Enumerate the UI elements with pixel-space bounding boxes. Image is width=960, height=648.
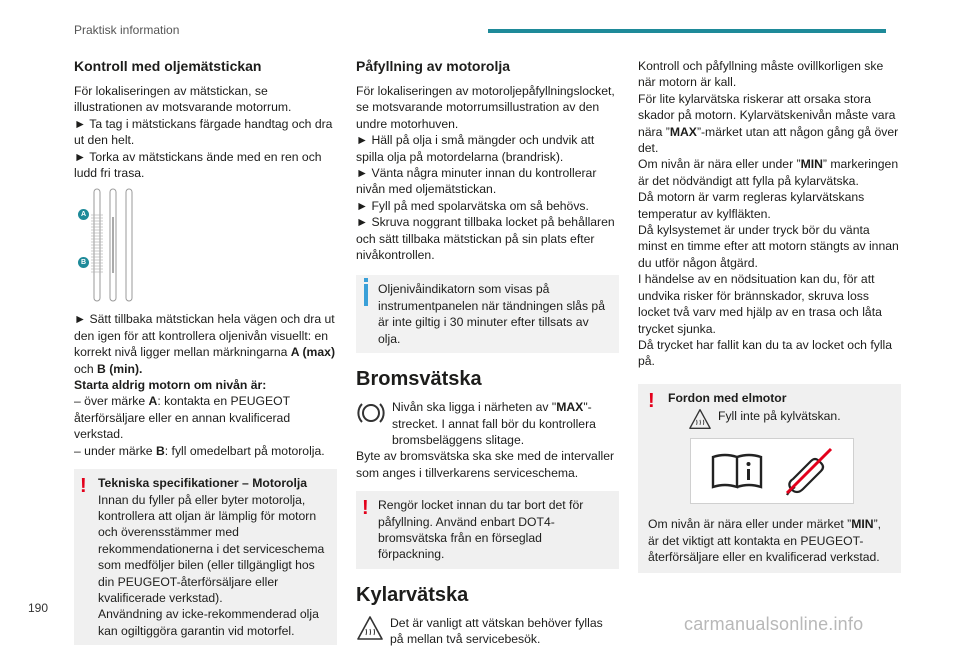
column-coolant <box>638 58 901 573</box>
section-title-brake: Bromsvätska <box>356 368 482 391</box>
column-oil-refill <box>356 58 619 648</box>
dipstick-drawing <box>74 187 194 307</box>
refill-step-1: ► Häll på olja i små mängder och undvik att spilla olja på motordelarna (brandrisk). <box>356 133 595 164</box>
brake-text: Nivån ska ligga i närheten av "MAX"-strecket. I annat fall bör du kontrollera bromsbeläggens slitage. <box>392 400 596 447</box>
oil-spec-note-text-2: Användning av icke-rekommenderad olja kan ogiltiggöra garantin vid motorfel. <box>98 607 319 638</box>
section-title-dipstick: Kontroll med oljemätstickan <box>74 58 262 74</box>
running-header: Praktisk information <box>74 23 180 37</box>
ev-note-text: Fyll inte på kylvätskan. <box>718 409 841 424</box>
section-title-refill: Påfyllning av motorolja <box>356 58 511 74</box>
refill-step-2: ► Vänta några minuter innan du kontrollerar nivån med oljemätstickan. <box>356 166 597 197</box>
brake-text-2: Byte av bromsvätska ska ske med de intervaller som anges i tillverkarens serviceschema. <box>356 449 615 480</box>
brake-fluid-note <box>356 491 619 569</box>
dipstick-intro: För lokaliseringen av mätstickan, se illustrationen av motsvarande motorrum. <box>74 84 292 115</box>
warning-exclamation-icon: ! <box>648 389 655 412</box>
watermark: carmanualsonline.info <box>684 614 864 634</box>
refill-intro: För lokaliseringen av motoroljepåfyllningslocket, se motsvarande motorrumsillustration av den undre motorhuven. <box>356 84 615 131</box>
coolant-p1: Kontroll och påfyllning måste ovillkorligen ske när motorn är kall. <box>638 59 884 90</box>
coolant-p6: I händelse av en nödsituation kan du, för att undvika risker för brännskador, skruva loss locket två varv med hjälp av en trasa och låta trycket sjunka. <box>638 272 882 336</box>
hot-surface-warning-icon <box>356 615 384 641</box>
page-number: 190 <box>28 601 49 615</box>
coolant-block <box>356 615 619 648</box>
brake-fluid-note-text: Rengör locket innan du tar bort det för påfyllning. Använd enbart DOT4-bromsvätska från en förseglad förpackning. <box>378 498 584 562</box>
oil-spec-note <box>74 469 337 645</box>
brake-fluid-block <box>356 399 619 448</box>
coolant-p4: Då motorn är varm regleras kylarvätskans temperatur av kylfläkten. <box>638 190 865 221</box>
warning-exclamation-icon: ! <box>362 497 369 520</box>
dipstick-step-2: ► Torka av mätstickans ände med en ren och ludd fri trasa. <box>74 149 322 181</box>
manual-and-no-refill-pictogram <box>691 439 853 503</box>
dipstick-illustration <box>74 187 337 307</box>
dipstick-warning-1: – över märke A: kontakta en PEUGEOT återförsäljare eller en annan kvalificerad verkstad. <box>74 394 291 442</box>
coolant-p5: Då kylsystemet är under tryck bör du vänta minst en timme efter att motorn stängts av innan du utför någon åtgärd. <box>638 223 899 270</box>
ev-warning-line <box>648 408 893 430</box>
refill-step-4: ► Skruva noggrant tillbaka locket på behållaren och sätt tillbaka mätstickan på sin plats efter nivåkontrollen. <box>356 215 615 263</box>
warning-exclamation-icon: ! <box>80 475 87 498</box>
marker-b: B <box>78 257 89 268</box>
hot-surface-warning-icon <box>688 408 712 430</box>
info-icon <box>364 284 368 306</box>
oil-indicator-info-note <box>356 275 619 353</box>
brake-warning-icon <box>356 399 386 427</box>
oil-spec-note-text-1: Innan du fyller på eller byter motorolja, kontrollera att oljan är lämplig för motorn och överensstämmer med rekommendationerna i det serviceschema som medföljer bilen (eller tillgängligt hos din PEUGEOT-återförsäljare eller kvalificerade verkstad). <box>98 492 325 605</box>
coolant-p2: För lite kylarvätska riskerar att orsaka stora skador på motorn. Kylarvätskenivån måste vara nära ”MAX”-märket utan att någon gång gå över det. <box>638 91 899 156</box>
marker-a: A <box>78 209 89 220</box>
ev-note-text-2: Om nivån är nära eller under märket ”MIN”, är det viktigt att kontakta en PEUGEOT-återförsäljare eller en kvalificerad verkstad. <box>648 517 882 564</box>
electric-vehicle-note <box>638 384 901 574</box>
dipstick-warning-title: Starta aldrig motorn om nivån är: <box>74 378 267 393</box>
coolant-text: Det är vanligt att vätskan behöver fyllas på mellan två servicebesök. <box>390 615 603 647</box>
dipstick-level-text: ► Sätt tillbaka mätstickan hela vägen och dra ut den igen för att kontrollera oljenivån visuellt: en korrekt nivå ligger mellan märkningarna A (max) och B (min). <box>74 312 336 376</box>
dipstick-warning-2: – under märke B: fyll omedelbart på motorolja. <box>74 443 325 458</box>
refill-step-3: ► Fyll på med spolarvätska om så behövs. <box>356 198 589 213</box>
oil-indicator-info-text: Oljenivåindikatorn som visas på instrumentpanelen när tändningen slås på är inte giltig i 30 minuter efter tillsats av olja. <box>378 282 605 346</box>
column-oil-dipstick <box>74 58 337 645</box>
section-title-coolant: Kylarvätska <box>356 583 469 606</box>
coolant-p3: Om nivån är nära eller under ”MIN” markeringen är det nödvändigt att fylla på kylarvätska. <box>638 157 899 188</box>
dipstick-step-1: ► Ta tag i mätstickans färgade handtag och dra ut den helt. <box>74 116 333 148</box>
oil-spec-note-title: Tekniska specifikationer – Motorolja <box>98 476 308 491</box>
coolant-p7: Då trycket har fallit kan du ta av locket och fylla på. <box>638 337 893 369</box>
header-accent-bar <box>488 29 886 33</box>
ev-pictogram-box <box>690 438 854 504</box>
ev-note-title: Fordon med elmotor <box>668 390 787 405</box>
